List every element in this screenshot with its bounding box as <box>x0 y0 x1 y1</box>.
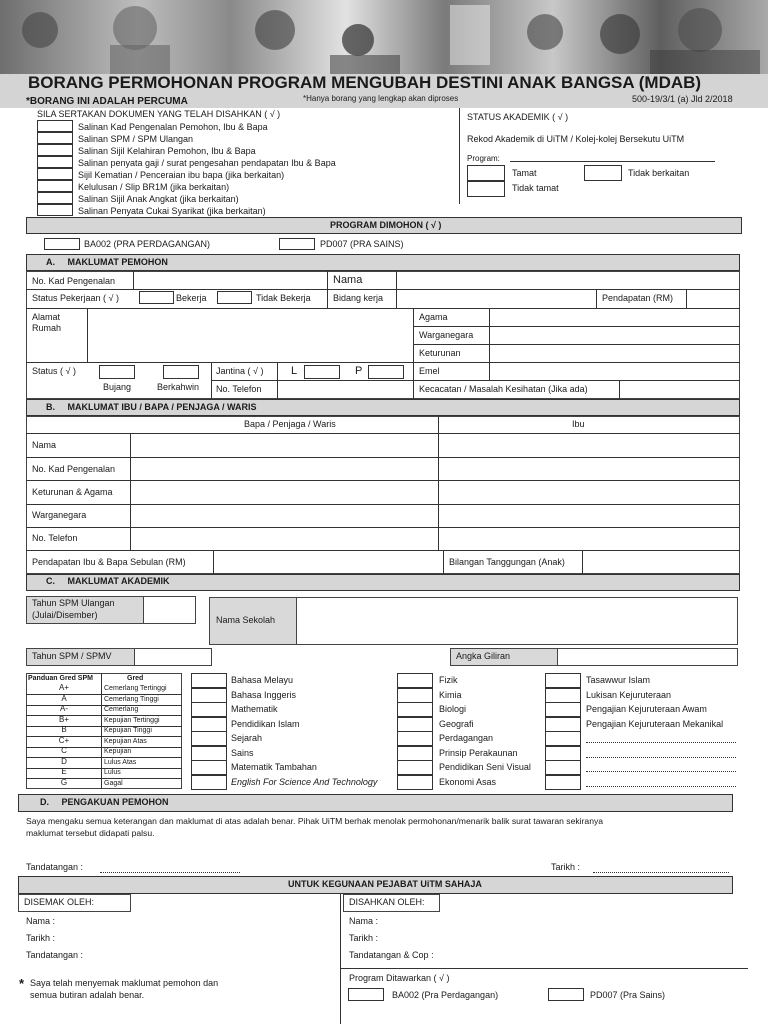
applicant-date-label: Tarikh : <box>551 862 581 872</box>
grade-input-box[interactable] <box>191 688 227 703</box>
applicant-signature-line[interactable] <box>100 863 240 873</box>
complete-note: *Hanya borang yang lengkap akan diproses <box>303 94 459 103</box>
subject-label: Ekonomi Asas <box>439 776 497 787</box>
subject-label: English For Science And Technology <box>231 776 378 787</box>
subject-label: Pengajian Kejuruteraan Mekanikal <box>586 718 724 729</box>
bidang-kerja-label: Bidang kerja <box>333 293 384 303</box>
subject-label: Sejarah <box>231 733 263 743</box>
subject-label: Matematik Tambahan <box>231 762 317 772</box>
grade-input-box[interactable] <box>397 717 433 732</box>
rekod-akademik-label: Rekod Akademik di UiTM / Kolej-kolej Bersekutu UiTM <box>467 134 685 144</box>
office-ba002-checkbox[interactable] <box>348 988 384 1001</box>
document-checkbox[interactable] <box>37 204 73 216</box>
l-label: L <box>291 365 298 377</box>
tidak-bekerja-label: Tidak Bekerja <box>256 293 311 303</box>
status-label: Status ( √ ) <box>32 366 76 376</box>
tamat-label: Tamat <box>512 168 537 178</box>
grid-line <box>101 673 102 789</box>
tidak-berkaitan-label: Tidak berkaitan <box>628 168 690 178</box>
grade-code: C <box>61 746 67 755</box>
pendapatan-ibu-bapa-label: Pendapatan Ibu & Bapa Sebulan (RM) <box>32 557 186 567</box>
grade-input-box[interactable] <box>397 760 433 775</box>
agama-label: Agama <box>419 312 448 322</box>
grid-line <box>26 550 740 551</box>
grid-line <box>26 289 740 290</box>
grid-line <box>26 527 740 528</box>
grade-description: Lulus Atas <box>104 758 137 766</box>
pd007-label: PD007 (PRA SAINS) <box>320 239 404 249</box>
jantina-label: Jantina ( √ ) <box>216 366 264 376</box>
grade-description: Cemerlang Tinggi <box>104 695 159 703</box>
p-label: P <box>355 365 363 377</box>
subject-label: Pengajian Kejuruteraan Awam <box>586 704 707 714</box>
document-item: Sijil Kematian / Penceraian ibu bapa (jika berkaitan) <box>78 170 285 180</box>
disemak-tarikh-label: Tarikh : <box>26 933 56 943</box>
status-divider <box>459 108 460 204</box>
semakan-note-2: semua butiran adalah benar. <box>30 990 145 1000</box>
header-banner <box>0 0 768 74</box>
parent-row-label: No. Kad Pengenalan <box>32 464 116 474</box>
document-item: Salinan Penyata Cukai Syarikat (jika berkaitan) <box>78 206 266 216</box>
grade-code: G <box>60 777 68 787</box>
grid-line <box>87 308 88 363</box>
tidak-berkaitan-checkbox[interactable] <box>584 165 622 181</box>
subject-label: Biologi <box>439 704 467 714</box>
grade-input-box[interactable] <box>191 673 227 688</box>
tahun-ulangan-label: Tahun SPM Ulangan <box>32 598 115 608</box>
grade-code: A+ <box>58 683 69 692</box>
disahkan-tarikh-label: Tarikh : <box>349 933 379 943</box>
grade-input-box[interactable] <box>545 775 581 790</box>
office-ba002-label: BA002 (Pra Perdagangan) <box>392 990 499 1000</box>
document-checkbox[interactable] <box>37 180 73 192</box>
grade-description: Kepujian Atas <box>104 737 147 745</box>
grade-description: Cemerlang Tertinggi <box>104 685 167 692</box>
subject-label: Fizik <box>439 675 458 685</box>
grade-input-box[interactable] <box>545 673 581 688</box>
tahun-ulangan-input[interactable] <box>143 596 196 624</box>
grade-code: B <box>61 725 67 734</box>
grade-input-box[interactable] <box>545 760 581 775</box>
angka-giliran-input[interactable] <box>557 648 738 666</box>
reference-number: 500-19/3/1 (a) Jld 2/2018 <box>632 94 733 104</box>
subject-label: Perdagangan <box>439 733 494 743</box>
telefon-label: No. Telefon <box>216 384 262 394</box>
grade-input-box[interactable] <box>397 731 433 746</box>
section-c-heading: C. MAKLUMAT AKADEMIK <box>46 576 170 586</box>
applicant-signature-label: Tandatangan : <box>26 862 84 872</box>
grade-input-box[interactable] <box>397 775 433 790</box>
grade-code: A- <box>60 704 68 713</box>
grid-line <box>26 362 740 363</box>
document-item: Salinan Sijil Kelahiran Pemohon, Ibu & Bapa <box>78 146 256 156</box>
angka-giliran-label: Angka Giliran <box>456 651 511 661</box>
subject-label: Kimia <box>439 689 462 700</box>
grid-line <box>26 433 740 434</box>
declaration-text-1: Saya mengaku semua keterangan dan maklumat di atas adalah benar. Pihak UiTM berhak menolak permohonan/menarik balik surat tawaran sekiranya <box>26 816 604 826</box>
document-item: Salinan SPM / SPM Ulangan <box>78 134 194 144</box>
subject-label: Mathematik <box>231 704 278 714</box>
extra-subject-line[interactable] <box>586 763 736 772</box>
grade-description: Kepujian Tinggi <box>104 727 152 734</box>
grade-input-box[interactable] <box>397 673 433 688</box>
free-note: *BORANG INI ADALAH PERCUMA <box>26 96 188 107</box>
warganegara-label: Warganegara <box>419 330 474 340</box>
parent-row-label: No. Telefon <box>32 533 78 543</box>
grid-line <box>130 433 131 550</box>
document-checkbox[interactable] <box>37 192 73 204</box>
section-a-heading: A. MAKLUMAT PEMOHON <box>46 257 168 267</box>
grade-header: Gred <box>127 675 144 682</box>
bujang-label: Bujang <box>103 382 132 392</box>
tidak-bekerja-checkbox[interactable] <box>217 291 252 304</box>
disahkan-nama-label: Nama : <box>349 916 379 926</box>
section-b-heading: B. MAKLUMAT IBU / BAPA / PENJAGA / WARIS <box>46 402 257 412</box>
subject-label: Pendidikan Islam <box>231 718 300 729</box>
emel-label: Emel <box>419 366 440 376</box>
banner-photo-collage <box>0 0 768 74</box>
disemak-label: DISEMAK OLEH: <box>24 897 95 907</box>
berkahwin-label: Berkahwin <box>157 382 200 392</box>
alamat-label: Alamat <box>32 312 61 322</box>
grade-code: C+ <box>58 735 70 745</box>
document-checkbox[interactable] <box>37 156 73 168</box>
grade-input-box[interactable] <box>191 760 227 775</box>
grade-code: D <box>61 756 67 766</box>
kecacatan-label: Kecacatan / Masalah Kesihatan (Jika ada) <box>419 384 588 394</box>
pd007-checkbox[interactable] <box>279 238 315 250</box>
grid-line <box>211 380 740 381</box>
applicant-date-line[interactable] <box>593 863 729 873</box>
grid-line <box>686 289 687 308</box>
grade-input-box[interactable] <box>545 688 581 703</box>
grade-input-box[interactable] <box>191 731 227 746</box>
grade-description: Lulus <box>104 769 121 776</box>
lelaki-checkbox[interactable] <box>304 365 340 379</box>
subject-label: Bahasa Melayu <box>231 675 294 685</box>
form-title: BORANG PERMOHONAN PROGRAM MENGUBAH DESTINI ANAK BANGSA (MDAB) <box>28 73 702 92</box>
status-akademik-heading: STATUS AKADEMIK ( √ ) <box>467 112 569 122</box>
tandatangan-cop-label: Tandatangan & Cop : <box>349 950 434 960</box>
tahun-spm-label: Tahun SPM / SPMV <box>32 651 112 661</box>
grade-input-box[interactable] <box>397 746 433 761</box>
perempuan-checkbox[interactable] <box>368 365 404 379</box>
document-checkbox[interactable] <box>37 144 73 156</box>
grid-line <box>327 271 328 289</box>
grade-guide-header: Panduan Gred SPM <box>28 675 93 682</box>
grid-line <box>26 480 740 481</box>
nama-label: Nama <box>333 274 363 286</box>
declaration-text-2: maklumat tersebut didapati palsu. <box>26 828 155 838</box>
document-item: Kelulusan / Slip BR1M (jika berkaitan) <box>78 182 230 192</box>
office-divider <box>340 894 341 1024</box>
disahkan-label: DISAHKAN OLEH: <box>349 897 425 907</box>
grid-line <box>438 416 439 550</box>
grid-line <box>396 289 397 308</box>
grade-code: E <box>61 767 67 776</box>
berkahwin-checkbox[interactable] <box>163 365 199 379</box>
extra-subject-line[interactable] <box>586 749 736 758</box>
documents-heading: SILA SERTAKAN DOKUMEN YANG TELAH DISAHKAN ( √ ) <box>37 109 281 119</box>
subject-label: Bahasa Inggeris <box>231 689 297 700</box>
document-item: Salinan Sijil Anak Angkat (jika berkaitan) <box>78 194 239 204</box>
grid-line <box>596 289 597 308</box>
grade-code: B+ <box>58 714 69 724</box>
grid-line <box>396 271 397 289</box>
office-heading: UNTUK KEGUNAAN PEJABAT UiTM SAHAJA <box>288 879 482 889</box>
kp-label: No. Kad Pengenalan <box>32 276 116 286</box>
grid-line <box>213 550 214 574</box>
grid-line <box>413 344 740 345</box>
grade-code: A <box>61 693 67 703</box>
program-input-line[interactable] <box>510 161 715 162</box>
grid-line <box>413 326 740 327</box>
grid-line <box>327 289 328 308</box>
grade-input-box[interactable] <box>545 731 581 746</box>
subject-label: Tasawwur Islam <box>586 675 651 685</box>
grade-input-box[interactable] <box>397 702 433 717</box>
disemak-nama-label: Nama : <box>26 916 56 926</box>
grid-line <box>413 308 414 399</box>
office-pd007-checkbox[interactable] <box>548 988 584 1001</box>
grade-input-box[interactable] <box>191 717 227 732</box>
grade-input-box[interactable] <box>191 702 227 717</box>
pendapatan-label: Pendapatan (RM) <box>602 293 674 303</box>
grade-input-box[interactable] <box>397 688 433 703</box>
keturunan-label: Keturunan <box>419 348 461 358</box>
grid-line <box>582 550 583 574</box>
tidak-tamat-checkbox[interactable] <box>467 181 505 197</box>
grid-line <box>26 308 740 309</box>
subject-label: Prinsip Perakaunan <box>439 747 518 758</box>
section-d-heading: D. PENGAKUAN PEMOHON <box>40 797 169 807</box>
grade-input-box[interactable] <box>545 746 581 761</box>
grade-description: Kepujian <box>104 748 132 755</box>
grade-input-box[interactable] <box>191 775 227 790</box>
document-checkbox[interactable] <box>37 168 73 180</box>
grade-input-box[interactable] <box>191 746 227 761</box>
nama-sekolah-input[interactable] <box>296 597 738 645</box>
tanggungan-label: Bilangan Tanggungan (Anak) <box>449 557 565 567</box>
grid-line <box>340 968 748 969</box>
ba002-label: BA002 (PRA PERDAGANGAN) <box>84 239 211 249</box>
ibu-column-header: Ibu <box>572 419 585 429</box>
tahun-spm-input[interactable] <box>134 648 212 666</box>
program-label: Program: <box>467 154 500 163</box>
status-pekerjaan-label: Status Pekerjaan ( √ ) <box>32 293 119 303</box>
grid-line <box>443 550 444 574</box>
grade-description: Gagal <box>104 779 123 787</box>
grid-line <box>619 380 620 399</box>
document-checkbox[interactable] <box>37 120 73 132</box>
subject-label: Pendidikan Seni Visual <box>439 762 531 772</box>
ba002-checkbox[interactable] <box>44 238 80 250</box>
document-item: Salinan penyata gaji / surat pengesahan pendapatan Ibu & Bapa <box>78 158 336 168</box>
extra-subject-line[interactable] <box>586 734 736 743</box>
bapa-column-header: Bapa / Penjaga / Waris <box>244 419 336 429</box>
program-ditawarkan-label: Program Ditawarkan ( √ ) <box>349 973 450 983</box>
rumah-label: Rumah <box>32 323 62 333</box>
bekerja-label: Bekerja <box>176 293 207 303</box>
grade-description: Cemerlang <box>104 706 139 713</box>
grade-input-box[interactable] <box>545 717 581 732</box>
document-checkbox[interactable] <box>37 132 73 144</box>
extra-subject-line[interactable] <box>586 778 736 787</box>
subject-label: Lukisan Kejuruteraan <box>586 689 672 700</box>
grade-input-box[interactable] <box>545 702 581 717</box>
bekerja-checkbox[interactable] <box>139 291 174 304</box>
disemak-tandatangan-label: Tandatangan : <box>26 950 84 960</box>
tamat-checkbox[interactable] <box>467 165 505 181</box>
office-pd007-label: PD007 (Pra Sains) <box>590 990 666 1000</box>
grid-line <box>26 504 740 505</box>
note-star: * <box>19 976 25 991</box>
grid-line <box>26 457 740 458</box>
tahun-ulangan-label-2: (Julai/Disember) <box>32 610 98 620</box>
tidak-tamat-label: Tidak tamat <box>512 183 559 193</box>
parent-row-label: Keturunan & Agama <box>32 487 113 497</box>
parent-row-label: Warganegara <box>32 510 87 520</box>
subject-label: Geografi <box>439 718 474 729</box>
subject-label: Sains <box>231 747 254 758</box>
program-heading: PROGRAM DIMOHON ( √ ) <box>330 220 442 230</box>
nama-sekolah-label: Nama Sekolah <box>216 615 276 625</box>
grid-line <box>133 271 134 289</box>
bujang-checkbox[interactable] <box>99 365 135 379</box>
parent-row-label: Nama <box>32 440 57 450</box>
document-item: Salinan Kad Pengenalan Pemohon, Ibu & Bapa <box>78 122 268 132</box>
semakan-note-1: Saya telah menyemak maklumat pemohon dan <box>30 978 219 988</box>
grade-description: Kepujian Tertinggi <box>104 716 160 724</box>
